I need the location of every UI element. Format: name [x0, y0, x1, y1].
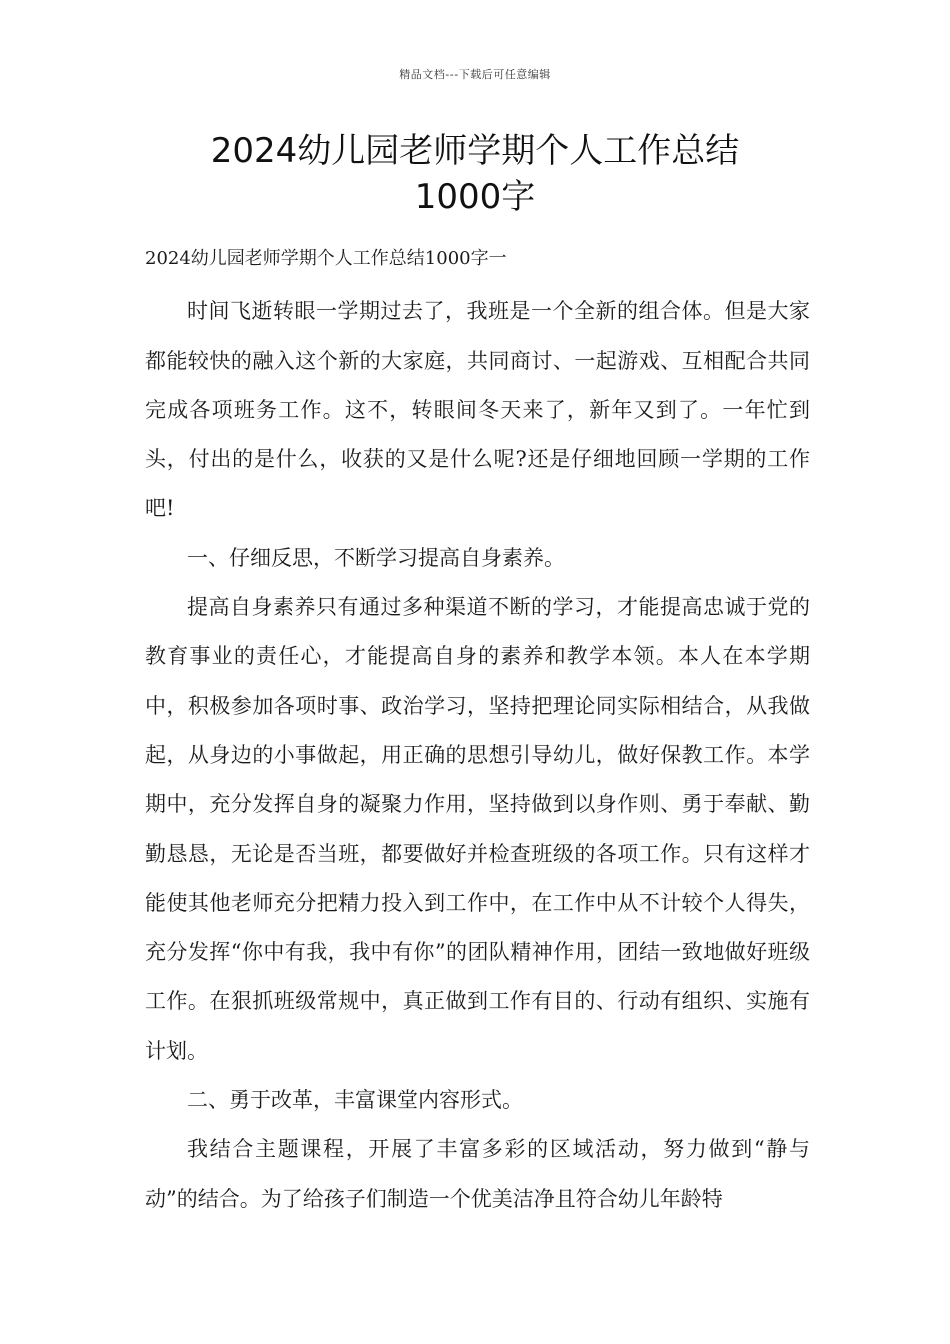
header-note: 精品文档---下载后可任意编辑 [399, 68, 551, 81]
section-heading-1: 一、仔细反思，不断学习提高自身素养。 [187, 545, 565, 570]
paragraph-intro: 时间飞逝转眼一学期过去了，我班是一个全新的组合体。但是大家都能较快的融入这个新的大家庭，共同商讨、一起游戏、互相配合共同完成各项班务工作。这不，转眼间冬天来了，新年又到了。一年忙到头，付出的是什么，收获的又是什么呢?还是仔细地回顾一学期的工作吧! [145, 299, 810, 521]
section-heading-2: 二、勇于改革，丰富课堂内容形式。 [187, 1088, 523, 1113]
paragraph-section-1: 提高自身素养只有通过多种渠道不断的学习，才能提高忠诚于党的教育事业的责任心，才能提高自身的素养和教学本领。本人在本学期中，积极参加各项时事、政治学习，坚持把理论同实际相结合，从我做起，从身边的小事做起，用正确的思想引导幼儿，做好保教工作。本学期中，充分发挥自身的凝聚力作用，坚持做到以身作则、勇于奉献、勤勤恳恳，无论是否当班，都要做好并检查班级的各项工作。只有这样才能使其他老师充分把精力投入到工作中，在工作中从不计较个人得失，充分发挥“你中有我，我中有你”的团队精神作用，团结一致地做好班级工作。在狠抓班级常规中，真正做到工作有目的、行动有组织、实施有计划。 [145, 595, 810, 1063]
title-line-1: 2024幼儿园老师学期个人工作总结 [210, 131, 740, 171]
title-line-2: 1000字 [414, 177, 536, 217]
paragraph-section-2: 我结合主题课程，开展了丰富多彩的区域活动，努力做到“静与动”的结合。为了给孩子们制造一个优美洁净且符合幼儿年龄特 [145, 1137, 810, 1211]
document-body [145, 234, 810, 1224]
document-title [0, 128, 950, 220]
document-subtitle: 2024幼儿园老师学期个人工作总结1000字一 [145, 248, 507, 269]
